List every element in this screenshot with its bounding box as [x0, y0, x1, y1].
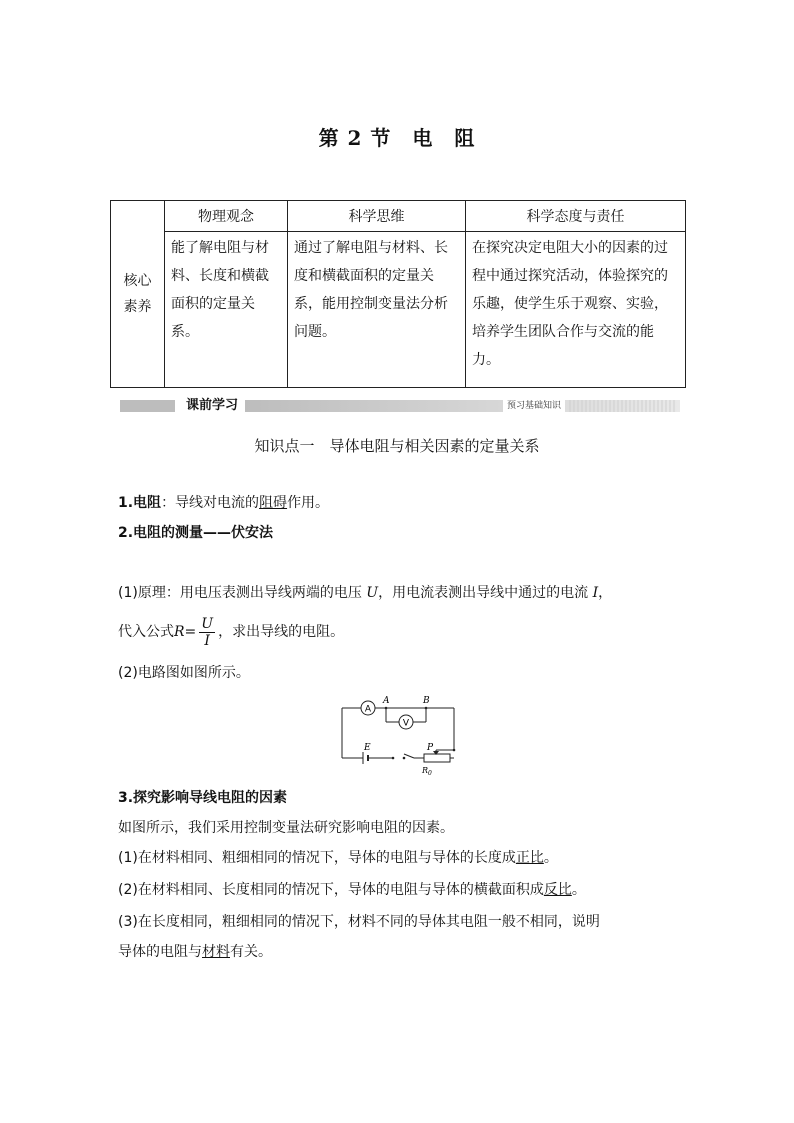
factor-3-line-1: (3)在长度相同，粗细相同的情况下，材料不同的导体其电阻一般不相同，说明 — [118, 914, 600, 930]
factor-3-line-2: 导体的电阻与材料有关。 — [118, 944, 272, 960]
core-literacy-table — [110, 200, 686, 388]
banner-right-label: 预习基础知识 — [503, 400, 565, 412]
principle-line-2: 代入公式R= $\frac{U}{I}$ ，求出导线的电阻。 — [118, 615, 345, 649]
knowledge-point-title: 知识点一 导体电阻与相关因素的定量关系 — [254, 437, 540, 455]
cell-scientific-thinking: 通过了解电阻与材料、长度和横截面积的定量关系，能用控制变量法分析问题。 — [288, 232, 466, 388]
page-title: 第 2 节 电 阻 — [318, 126, 476, 150]
factor-2: (2)在材料相同、长度相同的情况下，导体的电阻与导体的横截面积成反比。 — [118, 882, 586, 898]
point-a-label: A — [383, 696, 390, 706]
item-3-heading: 3.探究影响导线电阻的因素 — [118, 790, 288, 806]
switch-contact-right — [403, 757, 406, 760]
banner-label: 课前学习 — [180, 397, 244, 414]
junction-slider — [453, 749, 456, 752]
header-scientific-attitude: 科学态度与责任 — [466, 201, 686, 232]
slider-label: P — [427, 743, 434, 753]
blank-answer: 反比 — [543, 882, 572, 898]
item-1-resistance: 1.电阻：导线对电流的阻碍作用。 — [118, 495, 330, 511]
factor-1: (1)在材料相同、粗细相同的情况下，导体的电阻与导体的长度成正比。 — [118, 850, 558, 866]
cell-scientific-attitude: 在探究决定电阻大小的因素的过程中通过探究活动，体验探究的乐趣，使学生乐于观察、实验，培养学生团队合作与交流的能力。 — [466, 232, 686, 388]
cell-physics-concept: 能了解电阻与材料、长度和横截面积的定量关系。 — [165, 232, 288, 388]
method-text: 如图所示，我们采用控制变量法研究影响电阻的因素。 — [118, 820, 454, 836]
junction-a — [385, 707, 388, 710]
blank-answer: 正比 — [515, 850, 544, 866]
core-literacy-label: 核心 素养 — [111, 201, 165, 388]
principle-line-1: (1)原理：用电压表测出导线两端的电压 U，用电流表测出导线中通过的电流 I， — [118, 585, 613, 601]
voltmeter-label: V — [402, 718, 410, 729]
header-physics-concept: 物理观念 — [165, 201, 288, 232]
item-2-heading: 2.电阻的测量——伏安法 — [118, 525, 274, 541]
rheostat-label: $R_0$ — [422, 766, 432, 777]
circuit-diagram — [336, 690, 460, 778]
switch-contact-left — [392, 757, 395, 760]
formula-fraction: $\frac{U}{I}$ — [201, 615, 214, 649]
point-b-label: B — [423, 696, 430, 706]
source-label: E — [364, 743, 371, 753]
junction-b — [425, 707, 428, 710]
blank-answer: 材料 — [202, 944, 230, 960]
blank-answer: 阻碍 — [259, 495, 288, 511]
circuit-caption: (2)电路图如图所示。 — [118, 665, 250, 681]
header-scientific-thinking: 科学思维 — [288, 201, 466, 232]
ammeter-label: A — [364, 704, 372, 715]
